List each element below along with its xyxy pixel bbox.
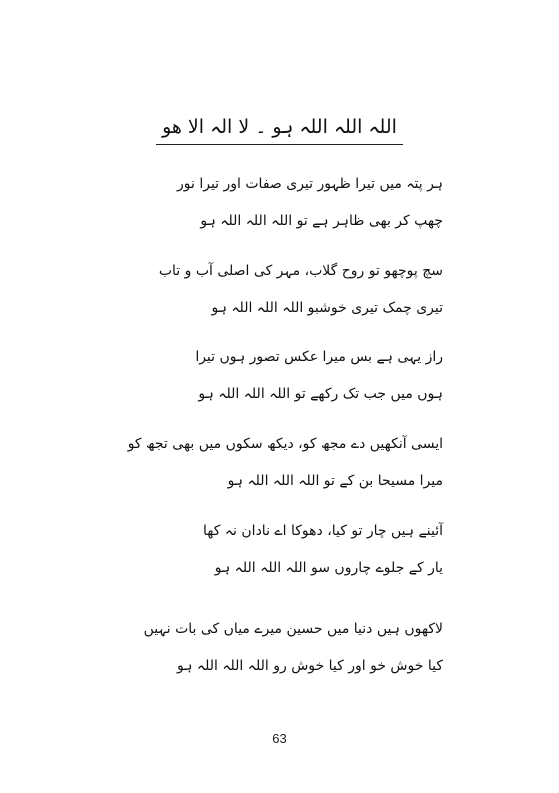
verse-line: کیا خوش خو اور کیا خوش رو اللہ اللہ اللہ ہو: [177, 658, 443, 674]
verse-line: چھپ کر بھی ظاہر ہے تو اللہ اللہ اللہ ہو: [200, 213, 443, 229]
verse-line: ہوں میں جب تک رکھے تو اللہ اللہ اللہ ہو: [198, 386, 443, 402]
verse-line: ایسی آنکھیں دے مجھ کو، دیکھ سکوں میں بھی تجھ کو: [127, 436, 443, 452]
verse-line: سچ پوچھو تو روح گلاب، مہر کی اصلی آب و تاب: [158, 263, 443, 279]
verse-line: ہر پتہ میں تیرا ظہور تیری صفات اور تیرا نور: [176, 176, 443, 192]
verse-line: آئینے ہیں چار تو کیا، دھوکا اے نادان نہ کھا: [203, 523, 443, 539]
stanza-2: [113, 261, 443, 319]
stanza-6: [113, 619, 443, 677]
stanza-1: [113, 174, 443, 232]
stanza-3: [113, 347, 443, 405]
verse-line: یار کے جلوے چاروں سو اللہ اللہ اللہ ہو: [214, 560, 443, 576]
verse-line: راز یہی ہے بس میرا عکس تصور ہوں تیرا: [195, 349, 443, 365]
page-number: 63: [272, 731, 287, 746]
stanza-5: [113, 521, 443, 579]
stanza-4: [113, 434, 443, 492]
verse-line: تیری چمک تیری خوشبو اللہ اللہ اللہ ہو: [211, 300, 443, 316]
poem-title: اللہ اللہ اللہ ہو ۔ لا الہ الا ھو: [156, 112, 403, 145]
verse-line: لاکھوں ہیں دنیا میں حسین میرے میاں کی بات نہیں: [143, 621, 443, 637]
title-block: [0, 112, 559, 145]
verse-line: میرا مسیحا بن کے تو اللہ اللہ اللہ ہو: [227, 473, 443, 489]
